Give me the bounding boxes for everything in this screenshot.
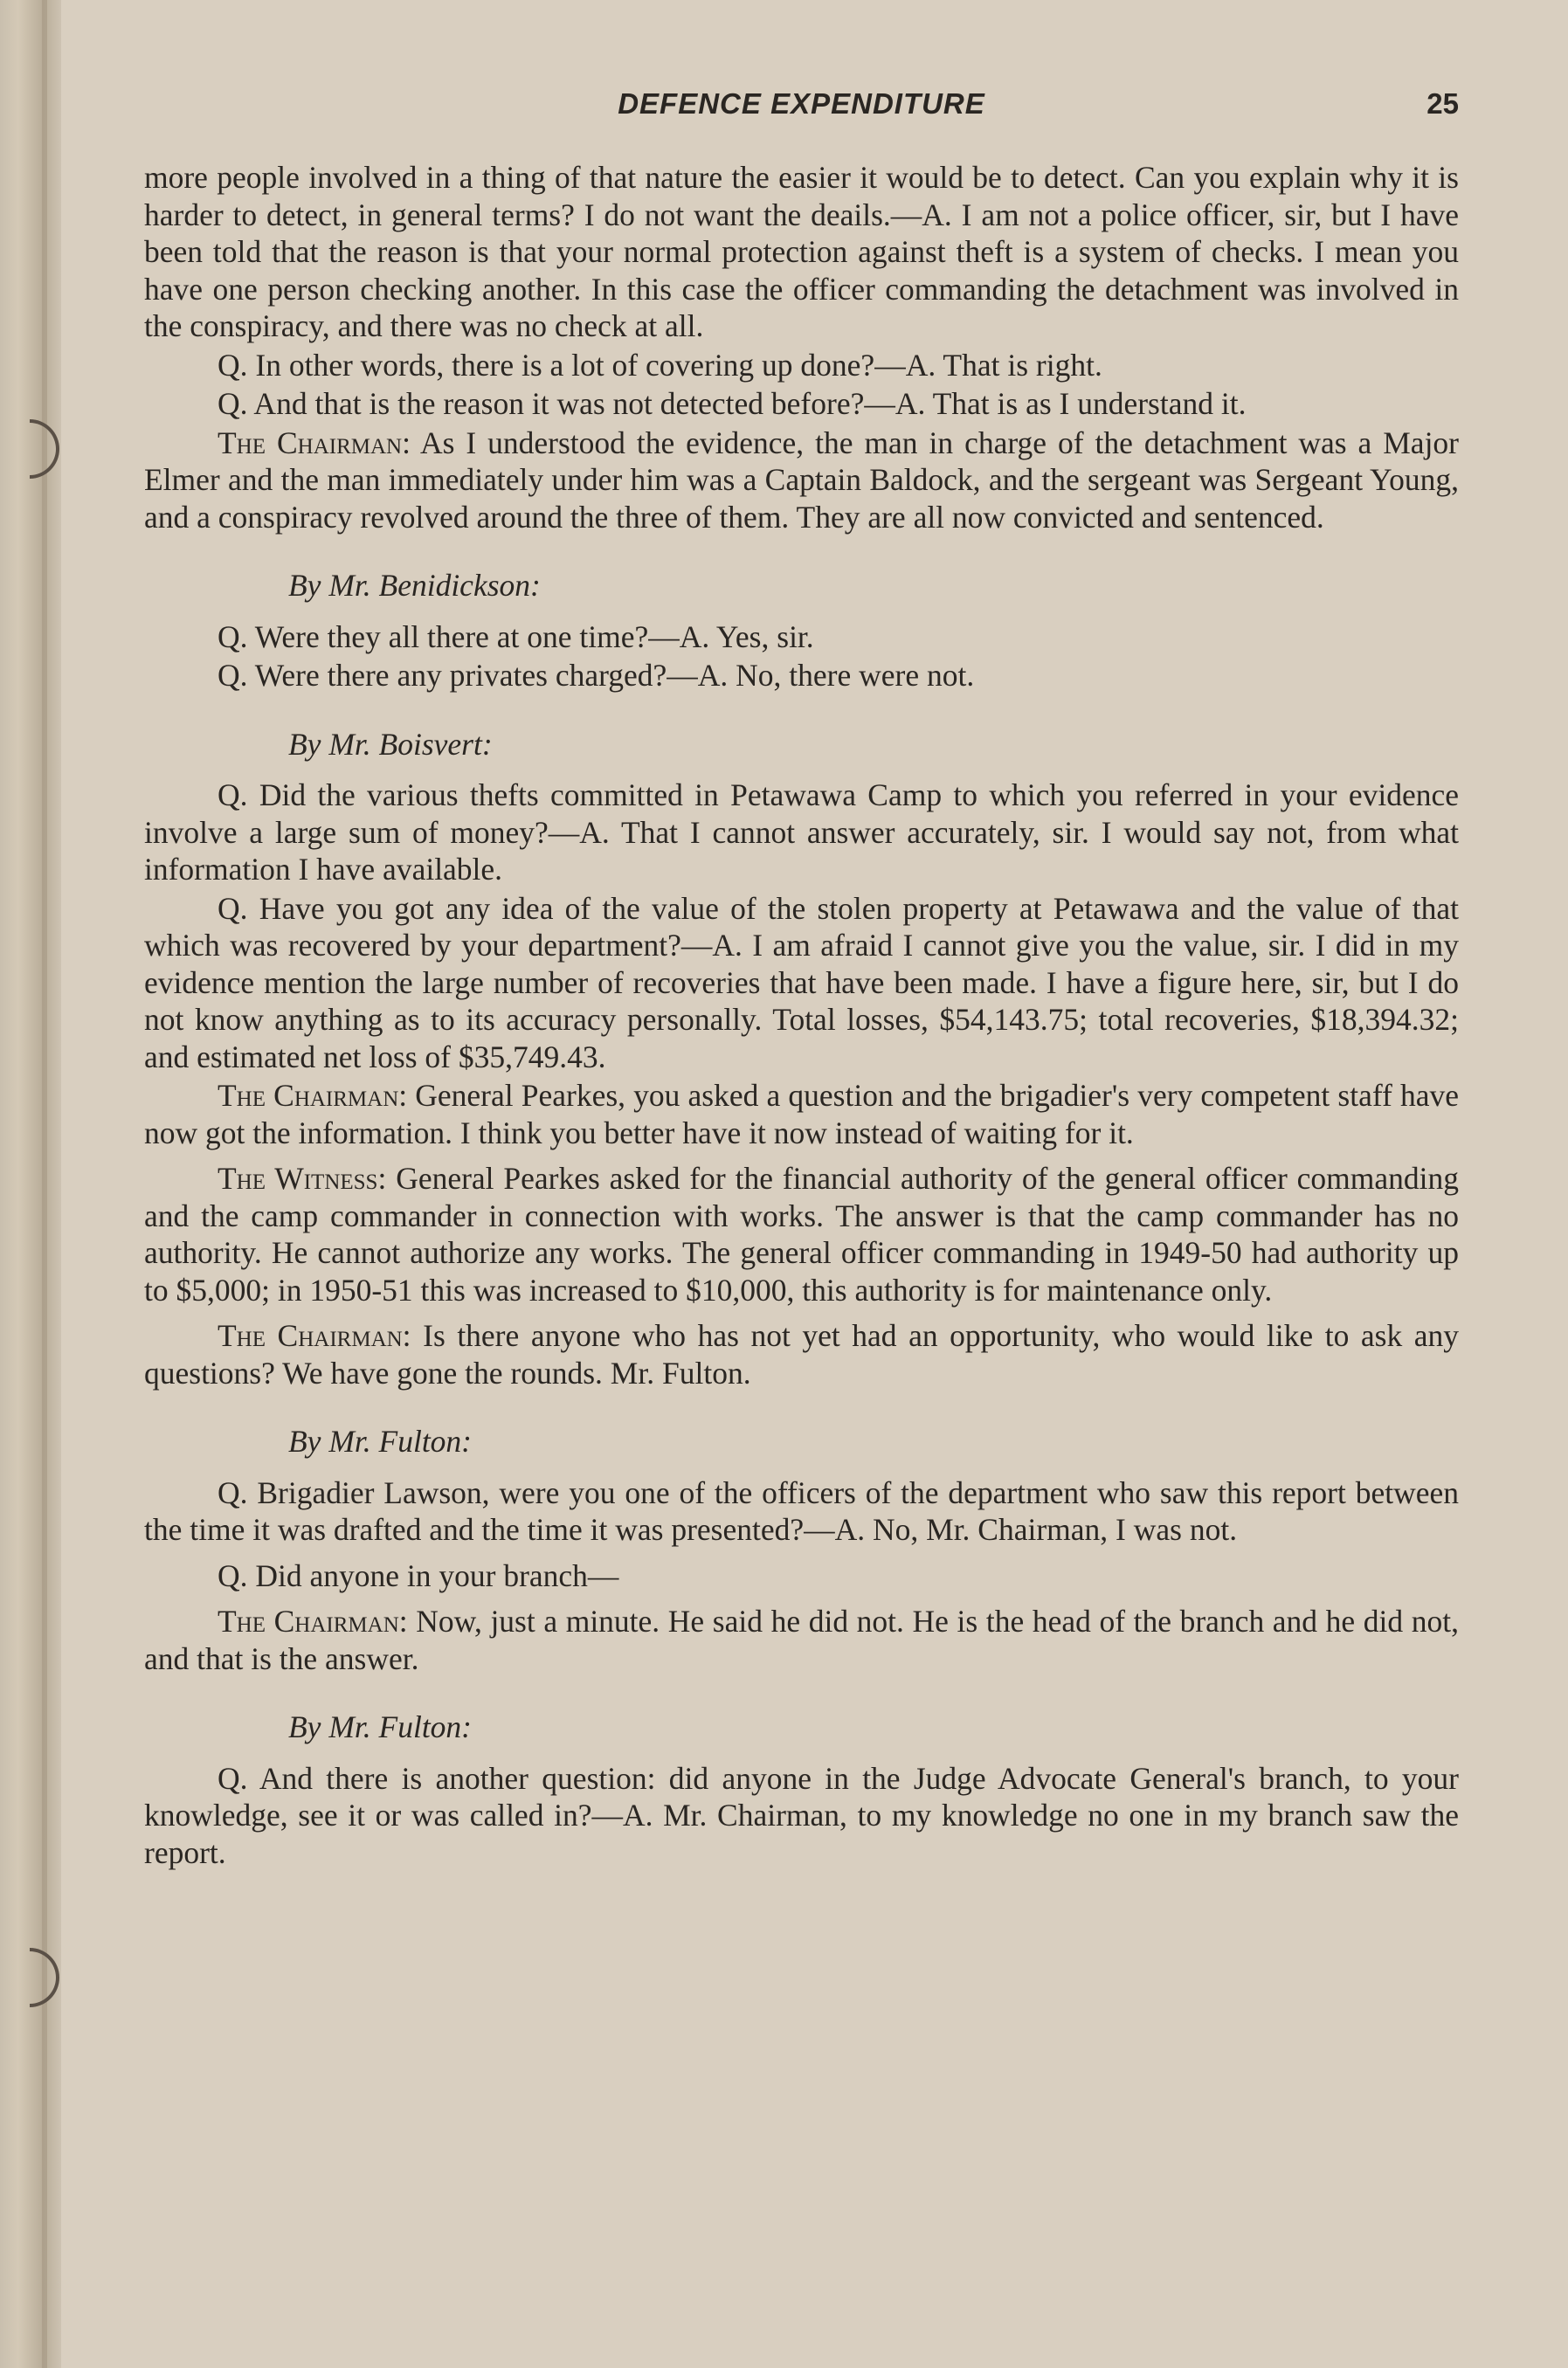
speaker-label: The Witness:: [218, 1161, 387, 1196]
paragraph: [144, 425, 1459, 536]
document-page: [144, 87, 1459, 1873]
paragraph: [144, 1317, 1459, 1391]
binding-spine: [42, 0, 47, 2368]
paragraph: Q. Were there any privates charged?—A. No, there were not.: [218, 658, 975, 693]
byline: By Mr. Boisvert:: [288, 726, 493, 762]
running-title: DEFENCE EXPENDITURE: [618, 87, 985, 120]
speaker-label: The Chairman:: [218, 1078, 408, 1113]
paragraph: more people involved in a thing of that nature the easier it would be to detect. Can you explain why it is harder to detect, in general terms? I do not want the deails.—A. I am not a police officer, sir, but I have been told that the reason is that your normal protection against theft is a system of checks. I mean you have one person checking another. In this case the officer commanding the detachment was involved in the conspiracy, and there was no check at all.: [144, 160, 1459, 343]
speech-text: General Pearkes, you asked a question and the brigadier's very competent staff have now got the information. I think you better have it now instead of waiting for it.: [144, 1078, 1460, 1150]
speaker-label: The Chairman:: [218, 425, 411, 460]
byline: By Mr. Fulton:: [288, 1709, 473, 1744]
page-gutter: [0, 0, 61, 2368]
paragraph: Q. Were they all there at one time?—A. Yes, sir.: [218, 618, 814, 654]
paragraph: Q. In other words, there is a lot of covering up done?—A. That is right.: [218, 347, 1102, 383]
page-number: 25: [1426, 87, 1459, 120]
paragraph: [144, 1077, 1459, 1151]
paragraph: Q. And there is another question: did anyone in the Judge Advocate General's branch, to your knowledge, see it or was called in?—A. Mr. Chairman, to my knowledge no one in my branch saw the report.: [144, 1760, 1459, 1870]
byline: By Mr. Fulton:: [288, 1424, 473, 1459]
paragraph: [144, 1603, 1459, 1677]
speaker-label: The Chairman:: [218, 1318, 411, 1353]
speech-text: Now, just a minute. He said he did not. He is the head of the branch and he did not, and that is the answer.: [144, 1604, 1459, 1676]
speaker-label: The Chairman:: [218, 1604, 408, 1639]
paragraph: Q. Brigadier Lawson, were you one of the officers of the department who saw this report between the time it was drafted and the time it was presented?—A. No, Mr. Chairman, I was not.: [144, 1474, 1459, 1547]
byline: By Mr. Benidickson:: [288, 568, 541, 603]
document-body: [144, 159, 1459, 1871]
speech-text: General Pearkes asked for the financial authority of the general officer commanding and the camp commander in connection with works. The answer is that the camp commander has no authority. He cannot authorize any works. The general officer commanding in 1949-50 had authority up to $5,000; in 1950-51 this was increased to $10,000, this authority is for maintenance only.: [144, 1161, 1459, 1308]
paragraph: Q. And that is the reason it was not detected before?—A. That is as I understand it.: [218, 386, 1247, 421]
speech-text: Is there anyone who has not yet had an opportunity, who would like to ask any questions? We have gone the rounds. Mr. Fulton.: [144, 1318, 1460, 1391]
speech-text: As I understood the evidence, the man in charge of the detachment was a Major Elmer and the man immediately under him was a Captain Baldock, and the sergeant was Sergeant Young, and a conspiracy revolved around the three of them. They are all now convicted and sentenced.: [144, 425, 1460, 535]
paragraph: Q. Did the various thefts committed in Petawawa Camp to which you referred in your evidence involve a large sum of money?—A. That I cannot answer accurately, sir. I would say not, from what information I have available.: [144, 777, 1459, 887]
paragraph: Q. Did anyone in your branch—: [218, 1557, 619, 1593]
running-header: [144, 87, 1459, 140]
paragraph: [144, 1160, 1459, 1308]
paragraph: Q. Have you got any idea of the value of the stolen property at Petawawa and the value of that which was recovered by your department?—A. I am afraid I cannot give you the value, sir. I did in my evidence mention the large number of recoveries that have been made. I have a figure here, sir, but I do not know anything as to its accuracy personally. Total losses, $54,143.75; total recoveries, $18,394.32; and estimated net loss of $35,749.43.: [144, 890, 1459, 1074]
